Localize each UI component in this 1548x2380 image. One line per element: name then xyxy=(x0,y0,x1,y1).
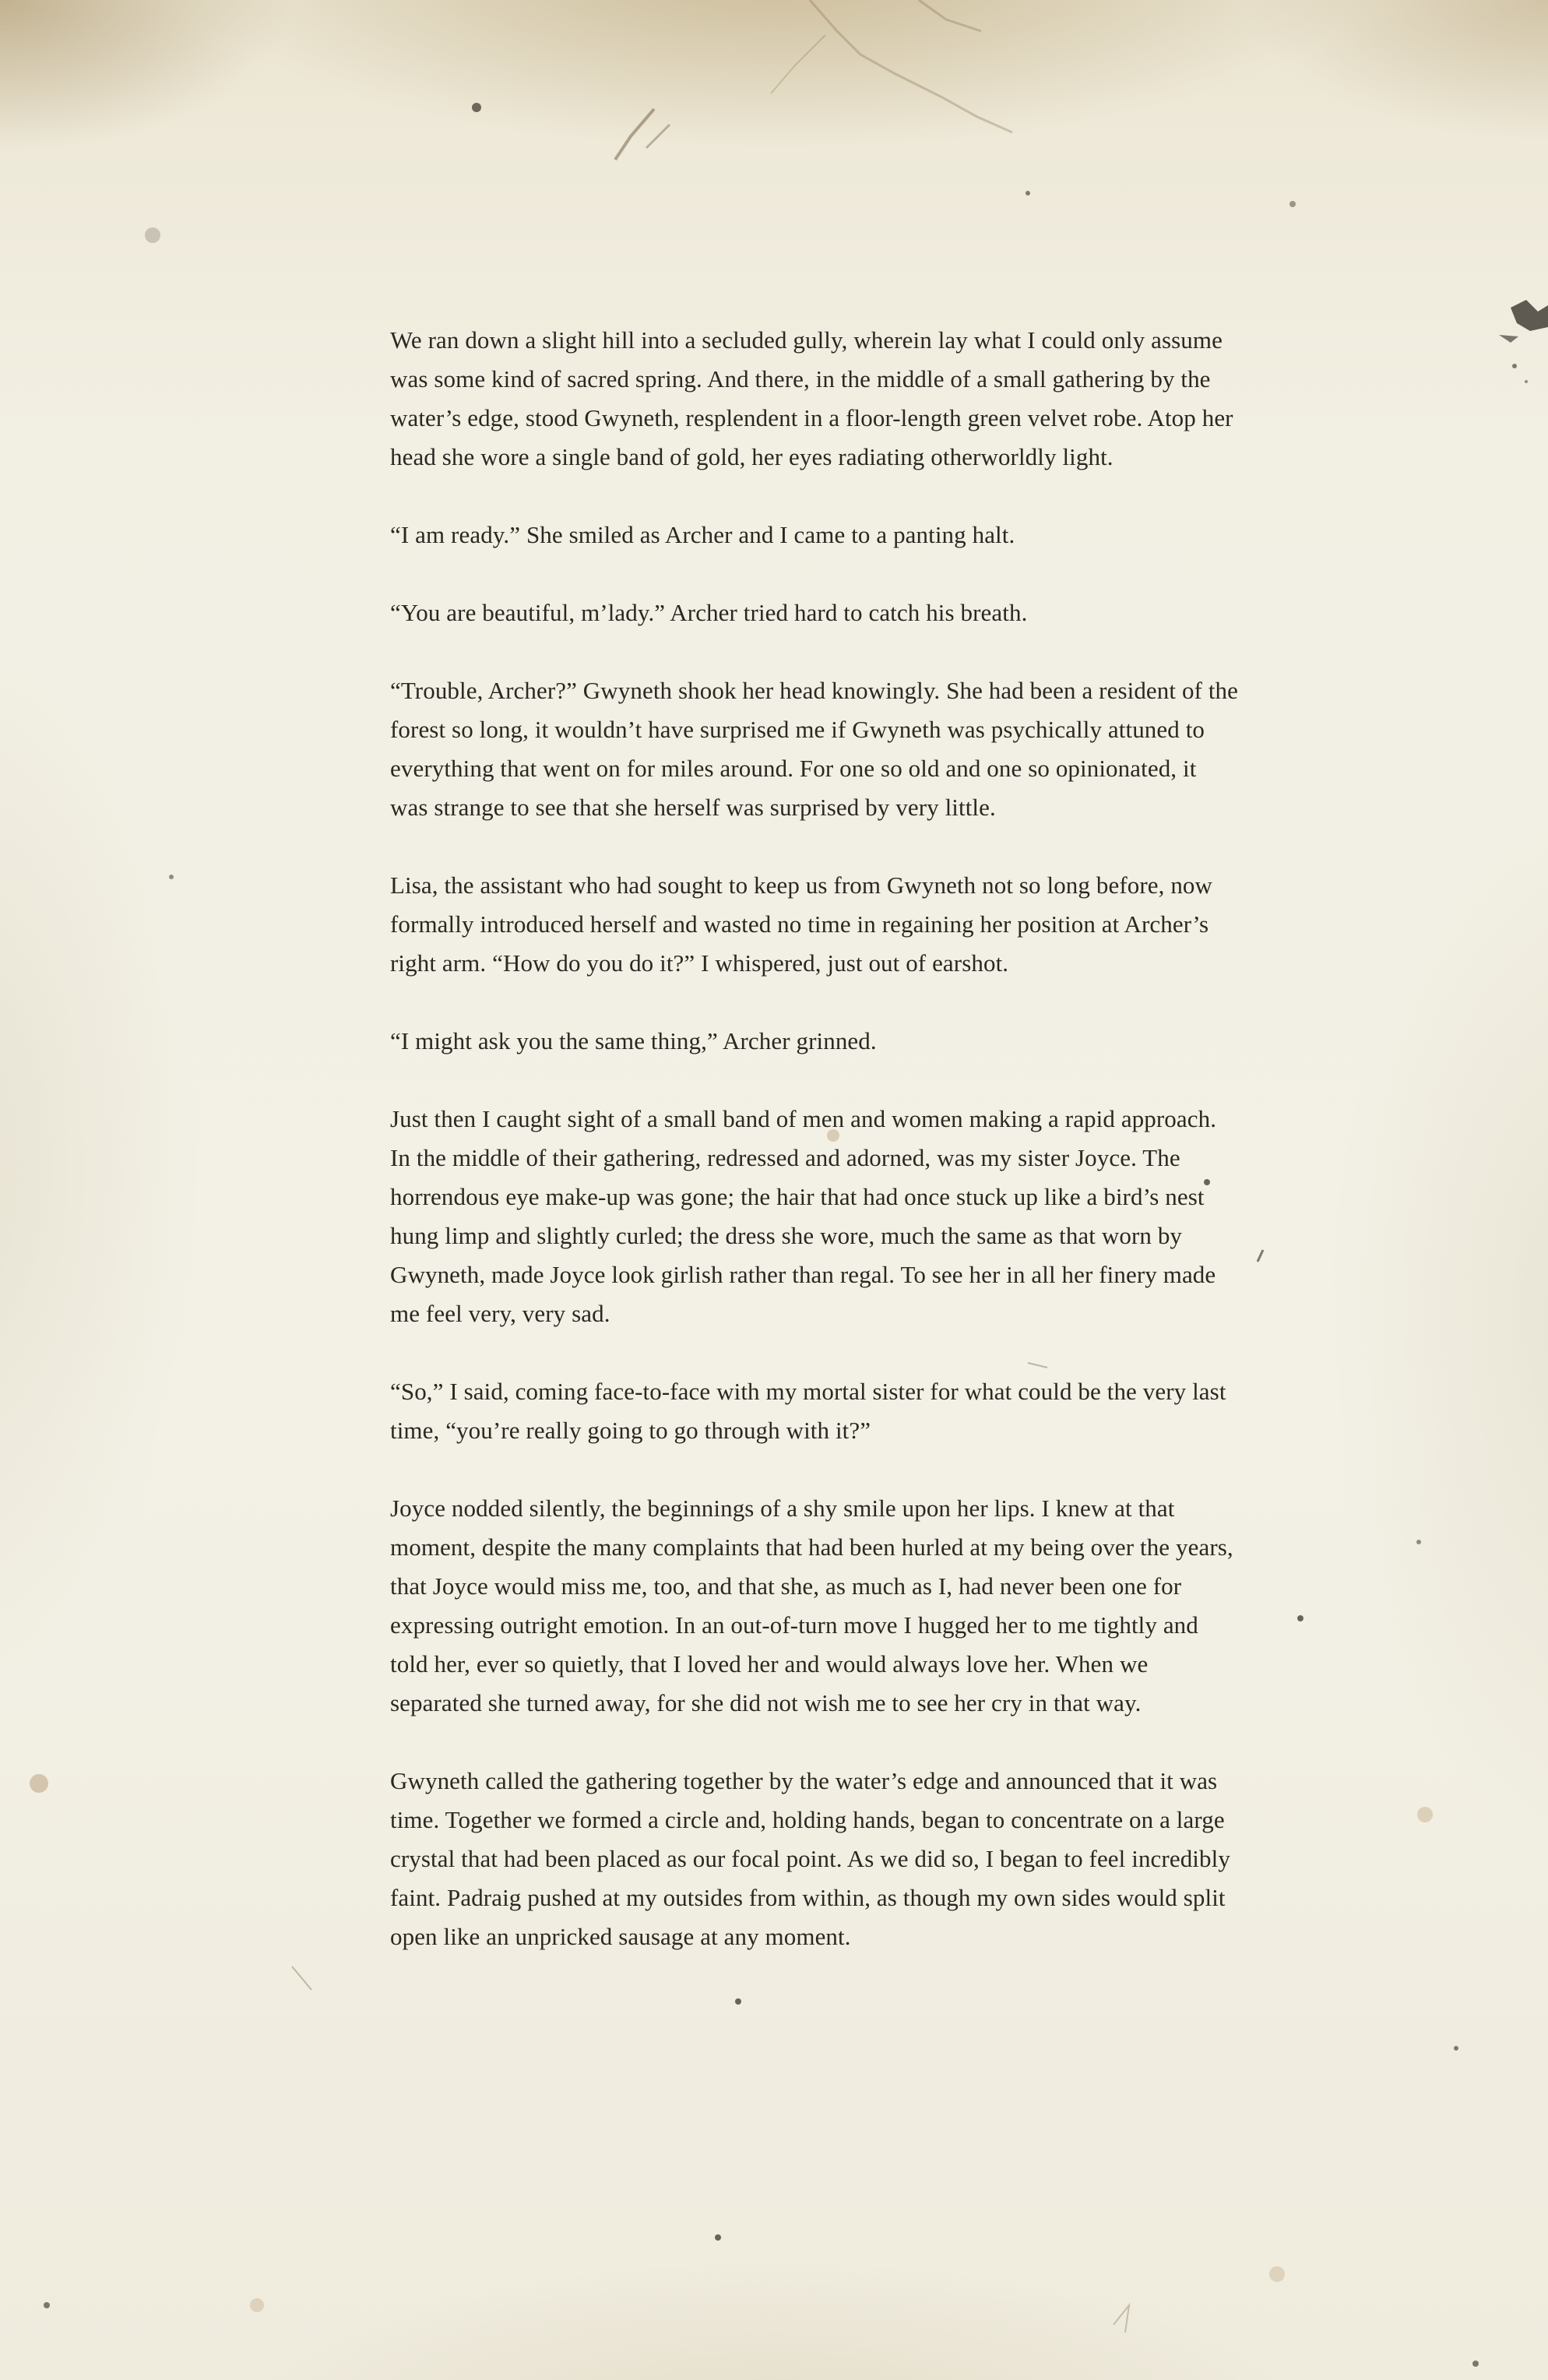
paragraph: “I might ask you the same thing,” Archer grinned. xyxy=(390,1027,877,1054)
ink-speck xyxy=(1454,2046,1458,2051)
splatter-mark xyxy=(1499,335,1518,343)
paragraph: “So,” I said, coming face-to-face with my mortal sister for what could be the very last time, “you’re really going to go through with it?” xyxy=(390,1378,1226,1444)
rust-stain xyxy=(250,2298,264,2312)
story-text xyxy=(390,321,1239,1956)
rust-stain xyxy=(145,227,160,243)
ink-speck xyxy=(169,875,174,879)
paragraph: Just then I caught sight of a small band of men and women making a rapid approach. In the middle of their gathering, redressed and adorned, was my sister Joyce. The horrendous eye make-up was gone; the hair that had once stuck up like a bird’s nest hung limp and slightly curled; the dress she wore, much the same as that worn by Gwyneth, made Joyce look girlish rather than regal. To see her in all her finery made me feel very, very sad. xyxy=(390,1105,1217,1327)
rust-stain xyxy=(30,1774,48,1793)
ink-speck xyxy=(1416,1540,1421,1544)
crease-mark xyxy=(1114,2305,1129,2332)
paragraph: Gwyneth called the gathering together by the water’s edge and announced that it was time. Together we formed a circle and, holding hands, began to concentrate on a large crystal that had been placed as our focal point. As we did so, I began to feel incredibly faint. Padraig pushed at my outsides from within, as though my own sides would split open like an unpricked sausage at any moment. xyxy=(390,1767,1230,1950)
paragraph: “You are beautiful, m’lady.” Archer tried hard to catch his breath. xyxy=(390,599,1028,626)
ink-speck xyxy=(1297,1615,1303,1621)
crease-mark xyxy=(771,35,825,93)
ink-speck xyxy=(715,2234,721,2241)
paragraph: Lisa, the assistant who had sought to keep us from Gwyneth not so long before, now formally introduced herself and wasted no time in regaining her position at Archer’s right arm. “How do you do it?” I whispered, just out of earshot. xyxy=(390,871,1213,977)
crease-mark xyxy=(646,125,670,148)
crease-mark xyxy=(810,0,1012,132)
crease-mark xyxy=(1258,1250,1263,1262)
paragraph: We ran down a slight hill into a secluded gully, wherein lay what I could only assume was some kind of sacred spring. And there, in the middle of a small gathering by the water’s edge, stood Gwyneth, resplendent in a floor-length green velvet robe. Atop her head she wore a single band of gold, her eyes radiating otherworldly light. xyxy=(390,326,1233,470)
crease-mark xyxy=(615,109,654,160)
ink-speck xyxy=(1512,364,1517,368)
ink-speck xyxy=(735,1998,741,2005)
ink-speck xyxy=(44,2302,50,2308)
ink-speck xyxy=(1525,380,1528,383)
ink-speck xyxy=(472,103,481,112)
ink-speck xyxy=(1289,201,1296,207)
paragraph: “Trouble, Archer?” Gwyneth shook her head knowingly. She had been a resident of the forest so long, it wouldn’t have surprised me if Gwyneth was psychically attuned to everything that went on for miles around. For one so old and one so opinionated, it was strange to see that she herself was surprised by very little. xyxy=(390,677,1238,821)
crease-mark xyxy=(919,0,981,31)
ink-speck xyxy=(1026,191,1030,195)
crease-mark xyxy=(292,1966,311,1990)
rust-stain xyxy=(1269,2266,1285,2282)
ink-speck xyxy=(1472,2361,1479,2367)
paragraph: Joyce nodded silently, the beginnings of a shy smile upon her lips. I knew at that moment, despite the many complaints that had been hurled at my being over the years, that Joyce would miss me, too, and that she, as much as I, had never been one for expressing outright emotion. In an out-of-turn move I hugged her to me tightly and told her, ever so quietly, that I loved her and would always love her. When we separated she turned away, for she did not wish me to see her cry in that way. xyxy=(390,1495,1233,1716)
splatter-mark xyxy=(1511,300,1548,331)
paragraph: “I am ready.” She smiled as Archer and I came to a panting halt. xyxy=(390,521,1015,548)
rust-stain xyxy=(1417,1807,1433,1822)
